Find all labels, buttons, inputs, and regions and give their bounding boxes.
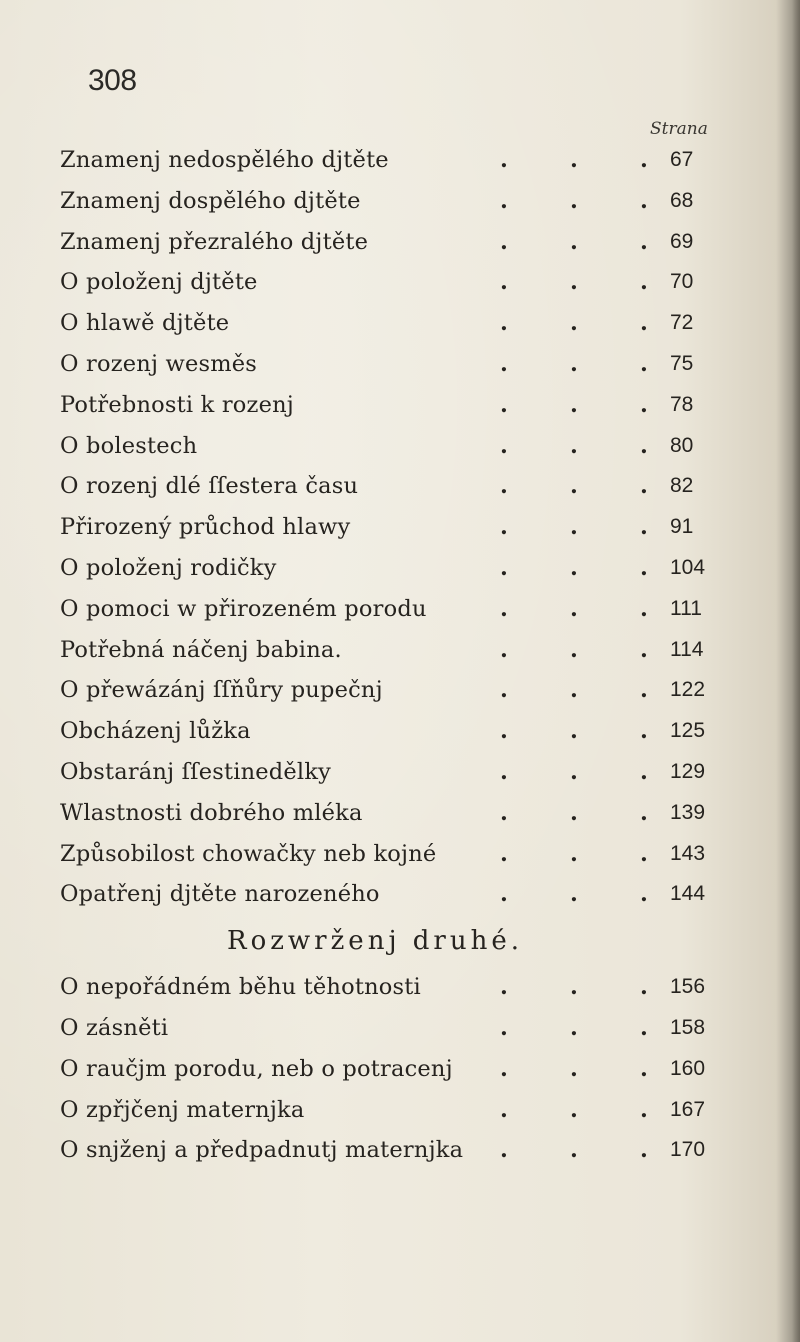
entry-title: Přirozený průchod hlawy: [60, 514, 351, 541]
toc-entry: [60, 222, 750, 263]
dot-leader: . . .: [500, 881, 648, 908]
entry-page-number: 80: [670, 433, 694, 457]
dot-leader: . . .: [500, 840, 648, 867]
toc-entry: [60, 834, 750, 875]
dot-leader: . . .: [500, 799, 648, 826]
entry-page-number: 160: [670, 1056, 706, 1080]
toc-entry: [60, 262, 750, 303]
section-heading: Rozwrženj druhé.: [227, 926, 523, 957]
dot-leader: . . .: [500, 677, 648, 704]
entry-title: O zpřjčenj maternjka: [60, 1096, 305, 1123]
column-header: Strana: [650, 119, 708, 139]
entry-title: O zásněti: [60, 1014, 169, 1041]
entry-title: O rozenj dlé ſſestera času: [60, 473, 359, 500]
entry-page-number: 125: [670, 719, 706, 743]
entry-page-number: 144: [670, 882, 706, 906]
entry-title: Wlastnosti dobrého mléka: [60, 799, 363, 826]
entry-page-number: 82: [670, 474, 694, 498]
dot-leader: . . .: [500, 391, 648, 418]
entry-title: Potřebnosti k rozenj: [60, 391, 294, 418]
entry-title: Potřebná náčenj babina.: [60, 636, 342, 663]
dot-leader: . . .: [500, 595, 648, 622]
dot-leader: . . .: [500, 1096, 648, 1123]
page-number: 308: [88, 64, 137, 97]
entry-page-number: 69: [670, 229, 694, 253]
toc-entry: [60, 1008, 750, 1049]
dot-leader: . . .: [500, 228, 648, 255]
entry-title: O snjženj a předpadnutj maternjka: [60, 1137, 464, 1164]
toc-entry: [60, 1049, 750, 1090]
dot-leader: . . .: [500, 758, 648, 785]
entry-page-number: 104: [670, 555, 706, 579]
entry-title: O hlawě djtěte: [60, 310, 230, 337]
dot-leader: . . .: [500, 269, 648, 296]
toc-entry: [60, 1130, 750, 1171]
entry-page-number: 68: [670, 188, 694, 212]
toc-entry: [60, 630, 750, 671]
section-entry-list: [60, 967, 750, 1171]
entry-title: O přewázánj ſſňůry pupečnj: [60, 677, 383, 704]
entry-title: O rozenj wesměs: [60, 350, 258, 377]
toc-entry: [60, 385, 750, 426]
entry-page-number: 75: [670, 351, 694, 375]
entry-page-number: 156: [670, 975, 706, 999]
toc-entry: [60, 967, 750, 1008]
table-of-contents: [60, 140, 750, 1171]
toc-entry: [60, 466, 750, 507]
dot-leader: . . .: [500, 718, 648, 745]
dot-leader: . . .: [500, 1014, 648, 1041]
entry-page-number: 129: [670, 759, 706, 783]
toc-entry: [60, 874, 750, 915]
dot-leader: . . .: [500, 310, 648, 337]
entry-page-number: 70: [670, 270, 694, 294]
dot-leader: . . .: [500, 147, 648, 173]
entry-page-number: 114: [670, 637, 704, 661]
toc-entry: [60, 793, 750, 834]
toc-entry: [60, 344, 750, 385]
entry-list: [60, 140, 750, 915]
entry-page-number: 170: [670, 1138, 706, 1162]
entry-title: Znamenj přezralého djtěte: [60, 228, 369, 255]
entry-title: O položenj rodičky: [60, 554, 277, 581]
page-edge-shadow: [792, 0, 800, 1342]
entry-title: Znamenj nedospělého djtěte: [60, 147, 389, 173]
toc-entry: [60, 670, 750, 711]
entry-page-number: 122: [670, 678, 706, 702]
toc-entry: [60, 140, 750, 181]
toc-entry: [60, 507, 750, 548]
toc-entry: [60, 589, 750, 630]
entry-page-number: 78: [670, 392, 694, 416]
entry-page-number: 91: [670, 515, 694, 539]
dot-leader: . . .: [500, 1137, 648, 1164]
entry-title: O nepořádném běhu těhotnosti: [60, 974, 421, 1001]
dot-leader: . . .: [500, 974, 648, 1001]
dot-leader: . . .: [500, 187, 648, 214]
dot-leader: . . .: [500, 1055, 648, 1082]
entry-page-number: 143: [670, 841, 706, 865]
toc-entry: [60, 548, 750, 589]
entry-title: Obcházenj lůžka: [60, 718, 251, 745]
dot-leader: . . .: [500, 432, 648, 459]
toc-entry: [60, 303, 750, 344]
dot-leader: . . .: [500, 514, 648, 541]
entry-page-number: 158: [670, 1015, 706, 1039]
entry-page-number: 67: [670, 148, 694, 171]
entry-page-number: 72: [670, 311, 694, 335]
toc-entry: [60, 752, 750, 793]
entry-page-number: 167: [670, 1097, 706, 1121]
entry-page-number: 111: [670, 596, 702, 620]
dot-leader: . . .: [500, 473, 648, 500]
entry-title: Opatřenj djtěte narozeného: [60, 881, 380, 908]
dot-leader: . . .: [500, 554, 648, 581]
dot-leader: . . .: [500, 350, 648, 377]
entry-title: O položenj djtěte: [60, 269, 258, 296]
toc-entry: [60, 426, 750, 467]
toc-entry: [60, 711, 750, 752]
dot-leader: . . .: [500, 636, 648, 663]
entry-title: O pomoci w přirozeném porodu: [60, 595, 427, 622]
entry-title: Znamenj dospělého djtěte: [60, 187, 361, 214]
toc-entry: [60, 181, 750, 222]
entry-title: O raučjm porodu, neb o potracenj: [60, 1055, 453, 1082]
entry-title: O bolestech: [60, 432, 198, 459]
entry-title: Způsobilost chowačky neb kojné: [60, 840, 437, 867]
toc-entry: [60, 1090, 750, 1131]
entry-title: Obstaránj ſſestinedělky: [60, 758, 332, 785]
entry-page-number: 139: [670, 800, 706, 824]
